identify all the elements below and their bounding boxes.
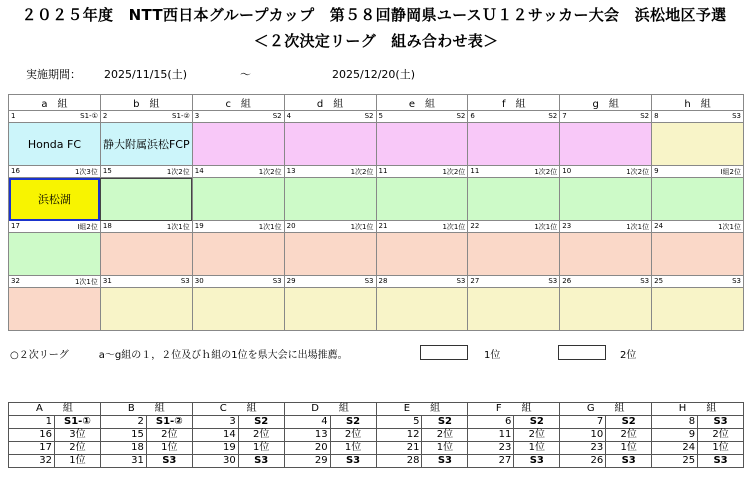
- team-cell[interactable]: [560, 178, 652, 221]
- slot-number: 29: [286, 277, 296, 285]
- slot-number: 25: [654, 277, 664, 285]
- summary-seed: 1位: [330, 442, 376, 455]
- team-cell[interactable]: [284, 233, 376, 276]
- summary-slot: 25: [652, 455, 698, 468]
- seed-label: 1次1位: [534, 223, 558, 231]
- slot-number: 28: [378, 277, 388, 285]
- summary-row: [9, 442, 744, 455]
- cell-label: [560, 166, 652, 178]
- summary-seed: S1-①: [54, 416, 100, 429]
- summary-row: [9, 429, 744, 442]
- note-text: ○２次リーグ a～g組の１，２位及びｈ組の1位を県大会に出場推薦。: [10, 350, 348, 361]
- period-start: 2025/11/15(土): [104, 68, 187, 81]
- summary-header-row: [9, 403, 744, 416]
- team-cell[interactable]: [100, 233, 192, 276]
- cell-team-row: [9, 288, 744, 331]
- summary-header-3: D 組: [284, 403, 376, 416]
- seed-label: 1次2位: [350, 168, 374, 176]
- team-cell[interactable]: [192, 123, 284, 166]
- summary-slot: 4: [284, 416, 330, 429]
- group-header-6: g 組: [560, 95, 652, 111]
- seed-label: S3: [180, 277, 190, 285]
- slot-number: 16: [11, 167, 20, 175]
- summary-seed: S3: [698, 416, 744, 429]
- summary-seed: 1位: [514, 442, 560, 455]
- cell-label: [100, 111, 192, 123]
- summary-seed: 2位: [238, 429, 284, 442]
- seed-label: Ⅰ組2位: [720, 168, 741, 176]
- summary-slot: 8: [652, 416, 698, 429]
- team-cell[interactable]: [284, 288, 376, 331]
- team-cell[interactable]: [468, 233, 560, 276]
- seed-label: S2: [364, 112, 374, 120]
- second-place-label: 2位: [620, 350, 637, 361]
- summary-seed: 3位: [54, 429, 100, 442]
- group-header-1: b 組: [100, 95, 192, 111]
- cell-label: [9, 111, 101, 123]
- page-title: ２０２５年度 NTT西日本グループカップ 第５８回静岡県ユースＵ１２サッカー大会 浜松地区予選: [21, 6, 727, 24]
- seed-label: 1次2位: [258, 168, 282, 176]
- slot-number: 13: [286, 167, 296, 175]
- team-cell[interactable]: Honda FC: [9, 123, 101, 166]
- period-end: 2025/12/20(土): [332, 68, 415, 81]
- summary-slot: 26: [560, 455, 606, 468]
- slot-number: 11: [470, 167, 480, 175]
- group-header-5: f 組: [468, 95, 560, 111]
- summary-header-4: E 組: [376, 403, 468, 416]
- slot-number: 4: [286, 112, 292, 120]
- slot-number: 17: [11, 222, 20, 230]
- summary-row: [9, 416, 744, 429]
- cell-label: [9, 276, 101, 288]
- summary-seed: S2: [238, 416, 284, 429]
- cell-label: [560, 276, 652, 288]
- summary-seed: S3: [606, 455, 652, 468]
- bracket-grid: [8, 94, 744, 331]
- cell-label: [192, 221, 284, 233]
- summary-table: [8, 402, 744, 468]
- team-cell[interactable]: [560, 233, 652, 276]
- slot-number: 2: [102, 112, 108, 120]
- cell-label: [284, 166, 376, 178]
- slot-number: 1: [11, 112, 16, 120]
- seed-label: 1次1位: [74, 278, 98, 286]
- summary-seed: S3: [514, 455, 560, 468]
- seed-label: 1次1位: [626, 223, 650, 231]
- team-cell[interactable]: [468, 288, 560, 331]
- cell-label: [100, 221, 192, 233]
- cell-label: [100, 166, 192, 178]
- cell-team-row: [9, 233, 744, 276]
- summary-seed: 2位: [54, 442, 100, 455]
- seed-label: 1次1位: [166, 223, 190, 231]
- summary-seed: 1位: [146, 442, 192, 455]
- period-separator: ～: [240, 68, 251, 81]
- seed-label: S3: [732, 277, 741, 285]
- team-cell[interactable]: [9, 288, 101, 331]
- summary-slot: 27: [468, 455, 514, 468]
- group-header-4: e 組: [376, 95, 468, 111]
- group-header-7: h 組: [652, 95, 744, 111]
- summary-slot: 28: [376, 455, 422, 468]
- summary-header-7: H 組: [652, 403, 744, 416]
- seed-label: Ⅰ組2位: [77, 223, 98, 231]
- seed-label: S2: [272, 112, 282, 120]
- summary-slot: 21: [376, 442, 422, 455]
- seed-label: S3: [272, 277, 282, 285]
- summary-seed: S2: [514, 416, 560, 429]
- summary-slot: 18: [100, 442, 146, 455]
- seed-label: 1次2位: [166, 168, 190, 176]
- team-cell[interactable]: [192, 233, 284, 276]
- summary-seed: 1位: [422, 442, 468, 455]
- seed-label: 1次1位: [718, 223, 741, 231]
- cell-label: [192, 276, 284, 288]
- cell-label: [652, 221, 744, 233]
- summary-slot: 23: [560, 442, 606, 455]
- team-cell[interactable]: [376, 233, 468, 276]
- summary-slot: 29: [284, 455, 330, 468]
- slot-number: 6: [470, 112, 475, 120]
- summary-slot: 5: [376, 416, 422, 429]
- cell-label: [468, 166, 560, 178]
- summary-slot: 13: [284, 429, 330, 442]
- team-cell[interactable]: [652, 233, 744, 276]
- cell-label: [284, 221, 376, 233]
- second-place-box[interactable]: [558, 345, 606, 360]
- team-cell[interactable]: [376, 288, 468, 331]
- summary-seed: 2位: [422, 429, 468, 442]
- slot-number: 26: [562, 277, 572, 285]
- seed-label: 1次2位: [442, 168, 466, 176]
- seed-label: 1次2位: [626, 168, 650, 176]
- summary-header-2: C 組: [192, 403, 284, 416]
- cell-team-row: [9, 178, 744, 221]
- summary-slot: 24: [652, 442, 698, 455]
- summary-seed: S2: [422, 416, 468, 429]
- summary-seed: 2位: [330, 429, 376, 442]
- team-cell[interactable]: 静大附属浜松FCP: [100, 123, 192, 166]
- slot-number: 3: [194, 112, 200, 120]
- team-cell[interactable]: [192, 178, 284, 221]
- slot-number: 19: [194, 222, 204, 230]
- cell-label-row: [9, 276, 744, 288]
- group-header-2: c 組: [192, 95, 284, 111]
- summary-seed: S2: [606, 416, 652, 429]
- team-cell[interactable]: [284, 178, 376, 221]
- slot-number: 27: [470, 277, 480, 285]
- seed-label: S3: [732, 112, 741, 120]
- group-header-0: a 組: [9, 95, 101, 111]
- seed-label: S2: [548, 112, 558, 120]
- team-cell[interactable]: [652, 123, 744, 166]
- summary-header-5: F 組: [468, 403, 560, 416]
- summary-seed: S3: [146, 455, 192, 468]
- summary-slot: 3: [192, 416, 238, 429]
- seed-label: S3: [456, 277, 466, 285]
- summary-seed: 1位: [54, 455, 100, 468]
- team-cell[interactable]: [284, 123, 376, 166]
- cell-label: [100, 276, 192, 288]
- team-cell[interactable]: [9, 233, 101, 276]
- summary-seed: 1位: [698, 442, 744, 455]
- cell-label: [284, 111, 376, 123]
- slot-number: 9: [654, 167, 659, 175]
- seed-label: 1次3位: [74, 168, 98, 176]
- seed-label: 1次1位: [442, 223, 466, 231]
- team-cell[interactable]: [468, 178, 560, 221]
- seed-label: 1次1位: [350, 223, 374, 231]
- team-cell[interactable]: [100, 178, 192, 221]
- cell-label: [468, 111, 560, 123]
- summary-slot: 32: [9, 455, 55, 468]
- summary-slot: 2: [100, 416, 146, 429]
- first-place-label: 1位: [484, 350, 501, 361]
- seed-label: S3: [364, 277, 374, 285]
- cell-label: [468, 221, 560, 233]
- team-cell[interactable]: 浜松湖: [9, 178, 101, 221]
- cell-label: [652, 166, 744, 178]
- cell-label: [376, 111, 468, 123]
- summary-seed: S3: [698, 455, 744, 468]
- summary-seed: S3: [238, 455, 284, 468]
- summary-slot: 30: [192, 455, 238, 468]
- summary-header-0: A 組: [9, 403, 101, 416]
- cell-label: [9, 166, 101, 178]
- slot-number: 24: [654, 222, 664, 230]
- summary-header-6: G 組: [560, 403, 652, 416]
- team-cell[interactable]: [192, 288, 284, 331]
- summary-slot: 1: [9, 416, 55, 429]
- summary-seed: 2位: [606, 429, 652, 442]
- summary-slot: 10: [560, 429, 606, 442]
- cell-label: [652, 276, 744, 288]
- cell-label: [468, 276, 560, 288]
- slot-number: 23: [562, 222, 572, 230]
- team-cell[interactable]: [652, 288, 744, 331]
- summary-seed: S3: [422, 455, 468, 468]
- summary-slot: 11: [468, 429, 514, 442]
- cell-label: [376, 166, 468, 178]
- slot-number: 5: [378, 112, 383, 120]
- cell-label: [9, 221, 101, 233]
- summary-slot: 12: [376, 429, 422, 442]
- group-header-3: d 組: [284, 95, 376, 111]
- page-subtitle: ＜２次決定リーグ 組み合わせ表＞: [253, 32, 499, 50]
- summary-seed: 2位: [514, 429, 560, 442]
- team-cell[interactable]: [100, 288, 192, 331]
- slot-number: 15: [102, 167, 112, 175]
- slot-number: 20: [286, 222, 296, 230]
- team-cell[interactable]: [468, 123, 560, 166]
- summary-seed: 1位: [606, 442, 652, 455]
- slot-number: 11: [378, 167, 388, 175]
- slot-number: 31: [102, 277, 112, 285]
- period-label: 実施期間：: [26, 68, 81, 81]
- slot-number: 8: [654, 112, 659, 120]
- summary-slot: 15: [100, 429, 146, 442]
- summary-seed: S3: [330, 455, 376, 468]
- summary-slot: 19: [192, 442, 238, 455]
- cell-label: [560, 111, 652, 123]
- cell-team-row: [9, 123, 744, 166]
- summary-slot: 16: [9, 429, 55, 442]
- summary-slot: 20: [284, 442, 330, 455]
- cell-label: [560, 221, 652, 233]
- cell-label-row: [9, 111, 744, 123]
- slot-number: 22: [470, 222, 480, 230]
- cell-label-row: [9, 221, 744, 233]
- slot-number: 7: [562, 112, 567, 120]
- cell-label: [192, 166, 284, 178]
- summary-seed: 1位: [238, 442, 284, 455]
- team-cell[interactable]: [560, 288, 652, 331]
- summary-slot: 31: [100, 455, 146, 468]
- summary-slot: 9: [652, 429, 698, 442]
- seed-label: S3: [640, 277, 650, 285]
- slot-number: 18: [102, 222, 112, 230]
- summary-slot: 17: [9, 442, 55, 455]
- team-cell[interactable]: [560, 123, 652, 166]
- slot-number: 30: [194, 277, 204, 285]
- team-cell[interactable]: [376, 178, 468, 221]
- summary-seed: 2位: [698, 429, 744, 442]
- cell-label: [376, 276, 468, 288]
- group-header-row: [9, 95, 744, 111]
- summary-row: [9, 455, 744, 468]
- seed-label: S1-②: [172, 112, 190, 120]
- seed-label: S3: [548, 277, 558, 285]
- slot-number: 14: [194, 167, 204, 175]
- seed-label: S2: [456, 112, 466, 120]
- cell-label: [652, 111, 744, 123]
- seed-label: S2: [640, 112, 650, 120]
- slot-number: 32: [11, 277, 20, 285]
- summary-seed: S2: [330, 416, 376, 429]
- cell-label-row: [9, 166, 744, 178]
- summary-slot: 7: [560, 416, 606, 429]
- cell-label: [284, 276, 376, 288]
- summary-seed: 2位: [146, 429, 192, 442]
- summary-slot: 14: [192, 429, 238, 442]
- seed-label: 1次2位: [534, 168, 558, 176]
- seed-label: S1-①: [80, 112, 98, 120]
- summary-slot: 6: [468, 416, 514, 429]
- seed-label: 1次1位: [258, 223, 282, 231]
- cell-label: [192, 111, 284, 123]
- summary-header-1: B 組: [100, 403, 192, 416]
- slot-number: 21: [378, 222, 388, 230]
- summary-seed: S1-②: [146, 416, 192, 429]
- first-place-box[interactable]: [420, 345, 468, 360]
- slot-number: 10: [562, 167, 572, 175]
- team-cell[interactable]: [652, 178, 744, 221]
- cell-label: [376, 221, 468, 233]
- summary-slot: 23: [468, 442, 514, 455]
- team-cell[interactable]: [376, 123, 468, 166]
